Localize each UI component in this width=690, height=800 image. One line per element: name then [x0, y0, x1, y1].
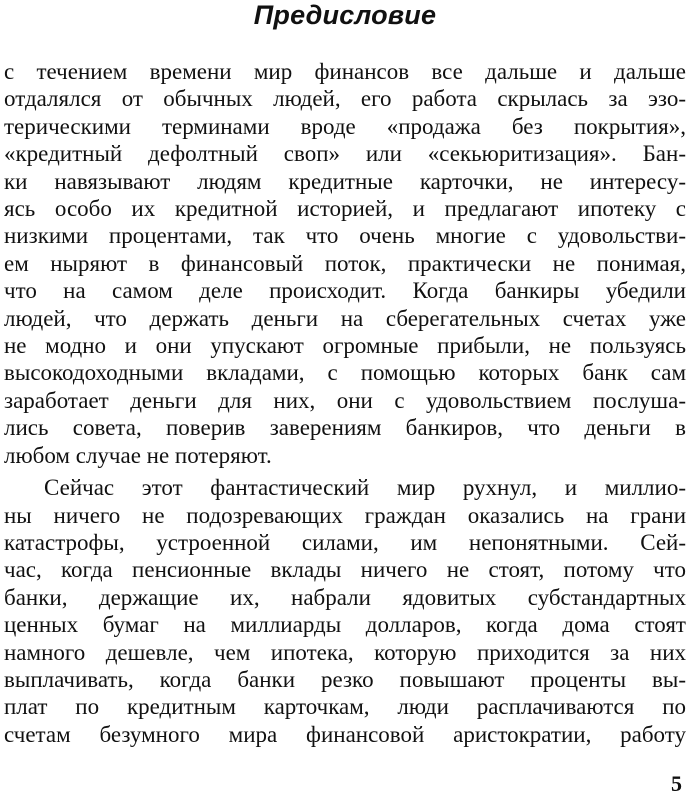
text-line: счетам безумного мира финансовой аристократии, работу — [4, 721, 686, 747]
text-line: не модно и они упускают огромные прибыли, не пользуясь — [4, 333, 686, 359]
page-title: Предисловие — [253, 0, 437, 30]
text-line: ки навязывают людям кредитные карточки, не интересу- — [4, 168, 686, 194]
text-line: плат по кредитным карточкам, люди расплачиваются по — [4, 694, 686, 720]
text-line: «кредитный дефолтный своп» или «секьюритизация». Бан- — [4, 141, 686, 167]
text-line: лись совета, поверив заверениям банкиров, что деньги в — [4, 415, 686, 441]
text-line: терическими терминами вроде «продажа без покрытия», — [4, 113, 686, 139]
text-line: что на самом деле происходит. Когда банкиры убедили — [4, 278, 686, 304]
text-line: час, когда пенсионные вклады ничего не стоят, потому что — [4, 557, 686, 583]
text-line: намного дешевле, чем ипотека, которую приходится за них — [4, 639, 686, 665]
text-line: любом случае не потеряют. — [4, 442, 272, 468]
text-line: людей, что держать деньги на сберегательных счетах уже — [4, 305, 686, 331]
text-line: ны ничего не подозревающих граждан оказались на грани — [4, 502, 686, 528]
text-line: отдалялся от обычных людей, его работа скрылась за эзо- — [4, 86, 686, 112]
text-line: банки, держащие их, набрали ядовитых субстандартных — [4, 584, 686, 610]
text-line: выплачивать, когда банки резко повышают проценты вы- — [4, 666, 686, 692]
text-line: ценных бумаг на миллиарды долларов, когда дома стоят — [4, 612, 686, 638]
text-line: ем ныряют в финансовый поток, практически не понимая, — [4, 250, 686, 276]
body-text — [4, 58, 686, 748]
text-line: высокодоходными вкладами, с помощью которых банк сам — [4, 360, 686, 386]
text-line: заработает деньги для них, они с удовольствием послуша- — [4, 387, 686, 413]
page-number: 5 — [671, 771, 682, 796]
paragraph-1 — [4, 58, 686, 469]
text-line: с течением времени мир финансов все дальше и дальше — [4, 59, 686, 84]
paragraph-2 — [4, 474, 686, 748]
text-line: низкими процентами, так что очень многие с удовольстви- — [4, 223, 686, 249]
text-line: ясь особо их кредитной историей, и предлагают ипотеку с — [4, 196, 686, 222]
text-line: катастрофы, устроенной силами, им непонятными. Сей- — [4, 529, 686, 555]
text-line: Сейчас этот фантастический мир рухнул, и миллио- — [44, 475, 686, 501]
